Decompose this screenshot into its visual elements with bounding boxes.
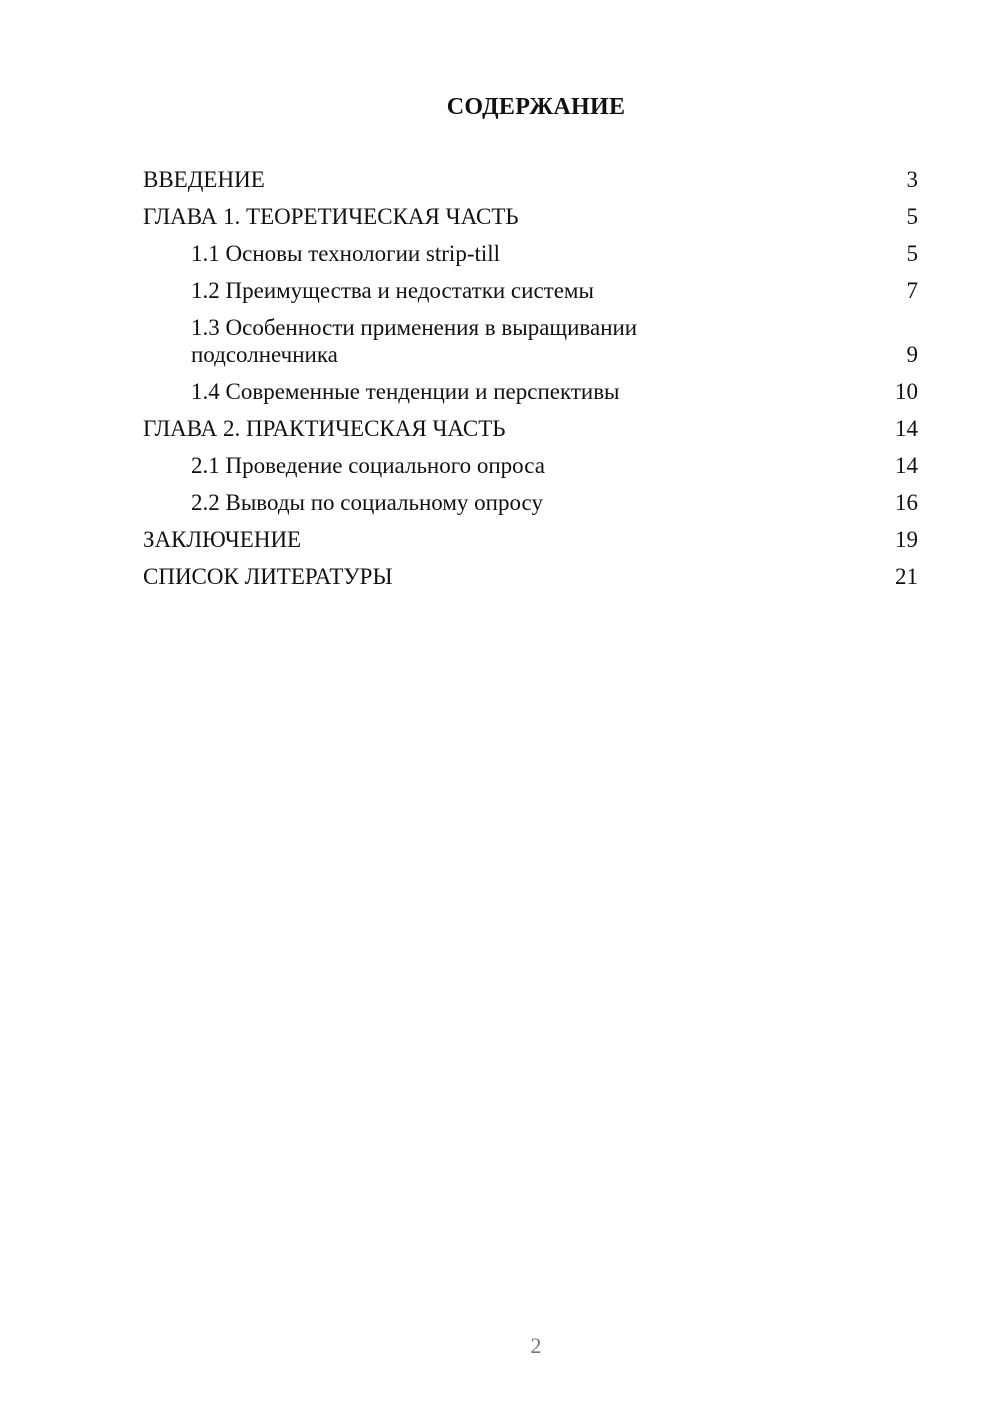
toc-entry-section-1-4[interactable] bbox=[143, 378, 918, 405]
toc-entry-text: 1.2 Преимущества и недостатки системы bbox=[191, 278, 594, 303]
toc-entry-introduction[interactable] bbox=[143, 166, 918, 193]
toc-entry-text: СПИСОК ЛИТЕРАТУРЫ bbox=[143, 564, 393, 589]
toc-entry-text: 1.4 Современные тенденции и перспективы bbox=[191, 379, 620, 404]
toc-entry-page: 14 bbox=[895, 416, 918, 441]
toc-entry-section-2-2[interactable] bbox=[143, 489, 918, 516]
toc-entry-references[interactable] bbox=[143, 563, 918, 590]
toc-entry-page: 5 bbox=[906, 241, 918, 266]
toc-entry-text: 2.1 Проведение социального опроса bbox=[191, 453, 545, 478]
toc-entry-page: 10 bbox=[895, 379, 918, 404]
page-number: 2 bbox=[530, 1333, 542, 1358]
toc-entry-section-1-1[interactable] bbox=[143, 240, 918, 267]
toc-entry-chapter-2[interactable] bbox=[143, 415, 918, 442]
toc-entry-text: ГЛАВА 2. ПРАКТИЧЕСКАЯ ЧАСТЬ bbox=[143, 416, 506, 441]
toc-entry-text: ГЛАВА 1. ТЕОРЕТИЧЕСКАЯ ЧАСТЬ bbox=[143, 204, 519, 229]
toc-entry-page: 5 bbox=[906, 204, 918, 229]
toc-entry-conclusion[interactable] bbox=[143, 526, 918, 553]
toc-entry-text: ЗАКЛЮЧЕНИЕ bbox=[143, 527, 302, 552]
toc-entry-text: 1.3 Особенности применения в выращивании подсолнечника bbox=[191, 315, 638, 367]
toc-entry-text: ВВЕДЕНИЕ bbox=[143, 167, 265, 192]
table-of-contents bbox=[143, 166, 918, 600]
toc-entry-page: 14 bbox=[895, 453, 918, 478]
toc-entry-page: 16 bbox=[895, 490, 918, 515]
toc-entry-chapter-1[interactable] bbox=[143, 203, 918, 230]
toc-entry-page: 7 bbox=[906, 278, 918, 303]
toc-entry-page: 3 bbox=[906, 167, 918, 192]
toc-entry-section-1-2[interactable] bbox=[143, 277, 918, 304]
toc-entry-page: 19 bbox=[895, 527, 918, 552]
toc-entry-section-1-3[interactable] bbox=[143, 314, 918, 368]
toc-entry-section-2-1[interactable] bbox=[143, 452, 918, 479]
toc-entry-page: 9 bbox=[906, 342, 918, 367]
toc-entry-page: 21 bbox=[895, 564, 918, 589]
page-title: СОДЕРЖАНИЕ bbox=[446, 94, 626, 120]
toc-entry-text: 2.2 Выводы по социальному опросу bbox=[191, 490, 543, 515]
toc-entry-text: 1.1 Основы технологии strip-till bbox=[191, 241, 501, 266]
